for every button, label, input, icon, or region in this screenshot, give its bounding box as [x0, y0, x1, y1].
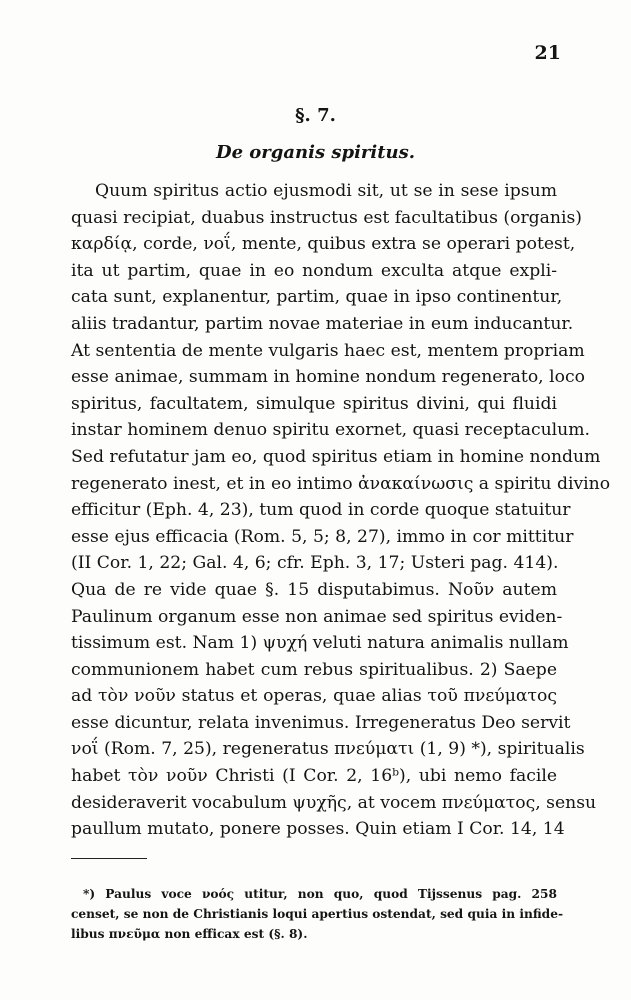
- body-line: esse animae, summam in homine nondum regenerato, loco: [71, 367, 585, 388]
- body-line: esse ejus efficacia (Rom. 5, 5; 8, 27), immo in cor mittitur: [71, 526, 574, 547]
- body-line: (II Cor. 1, 22; Gal. 4, 6; cfr. Eph. 3, 17; Usteri pag. 414).: [71, 553, 559, 574]
- body-line: instar hominem denuo spiritu exornet, quasi receptaculum.: [71, 420, 590, 441]
- footnote-line: censet, se non de Christianis loqui apertius ostendat, sed quia in infide-: [71, 907, 564, 921]
- body-line: Sed refutatur jam eo, quod spiritus etiam in homine nondum: [71, 446, 601, 467]
- body-line: desideraverit vocabulum ψυχῆς, at vocem πνεύματος, sensu: [71, 792, 597, 813]
- body-text: [71, 178, 611, 843]
- body-line: tissimum est. Nam 1) ψυχή veluti natura animalis nullam: [71, 633, 569, 654]
- footnote-divider: [71, 858, 147, 859]
- body-line: aliis tradantur, partim novae materiae in eum inducantur.: [71, 313, 574, 334]
- body-line: spiritus, facultatem, simulque spiritus divini, qui fluidi: [71, 393, 557, 414]
- body-line: καρδίᾳ, corde, νοΐ, mente, quibus extra se operari potest,: [71, 234, 576, 255]
- footnote-line: *) Paulus voce νοός utitur, non quo, quod Tijssenus pag. 258: [83, 887, 557, 901]
- body-line: cata sunt, explanentur, partim, quae in ipso continentur,: [71, 287, 563, 308]
- body-line: ad τὸν νοῦν status et operas, quae alias τοῦ πνεύματος: [71, 686, 557, 707]
- section-number: §. 7.: [295, 105, 336, 126]
- body-line: Qua de re vide quae §. 15 disputabimus. Νοῦν autem: [71, 579, 557, 600]
- page-number: 21: [534, 42, 561, 64]
- body-line: quasi recipiat, duabus instructus est facultatibus (organis): [71, 207, 583, 228]
- body-line: paullum mutato, ponere posses. Quin etiam I Cor. 14, 14: [71, 819, 565, 840]
- body-line: ita ut partim, quae in eo nondum exculta atque expli-: [71, 260, 557, 281]
- body-line: Quum spiritus actio ejusmodi sit, ut se in sese ipsum: [95, 181, 557, 201]
- body-line: Paulinum organum esse non animae sed spiritus eviden-: [71, 606, 563, 627]
- body-line: efficitur (Eph. 4, 23), tum quod in corde quoque statuitur: [71, 500, 571, 521]
- body-line: regenerato inest, et in eo intimo ἀνακαίνωσις a spiritu divino: [71, 473, 611, 494]
- body-line: communionem habet cum rebus spiritualibus. 2) Saepe: [71, 659, 557, 680]
- footnote: [71, 884, 564, 944]
- body-line: At sententia de mente vulgaris haec est, mentem propriam: [71, 340, 585, 361]
- body-line: esse dicuntur, relata invenimus. Irregeneratus Deo servit: [71, 712, 571, 733]
- footnote-line: libus πνεῦμα non efficax est (§. 8).: [71, 927, 308, 941]
- section-title: De organis spiritus.: [215, 142, 416, 163]
- body-line: νοΐ (Rom. 7, 25), regeneratus πνεύματι (1, 9) *), spiritualis: [71, 739, 585, 760]
- body-line: habet τὸν νοῦν Christi (I Cor. 2, 16ᵇ), ubi nemo facile: [71, 766, 557, 787]
